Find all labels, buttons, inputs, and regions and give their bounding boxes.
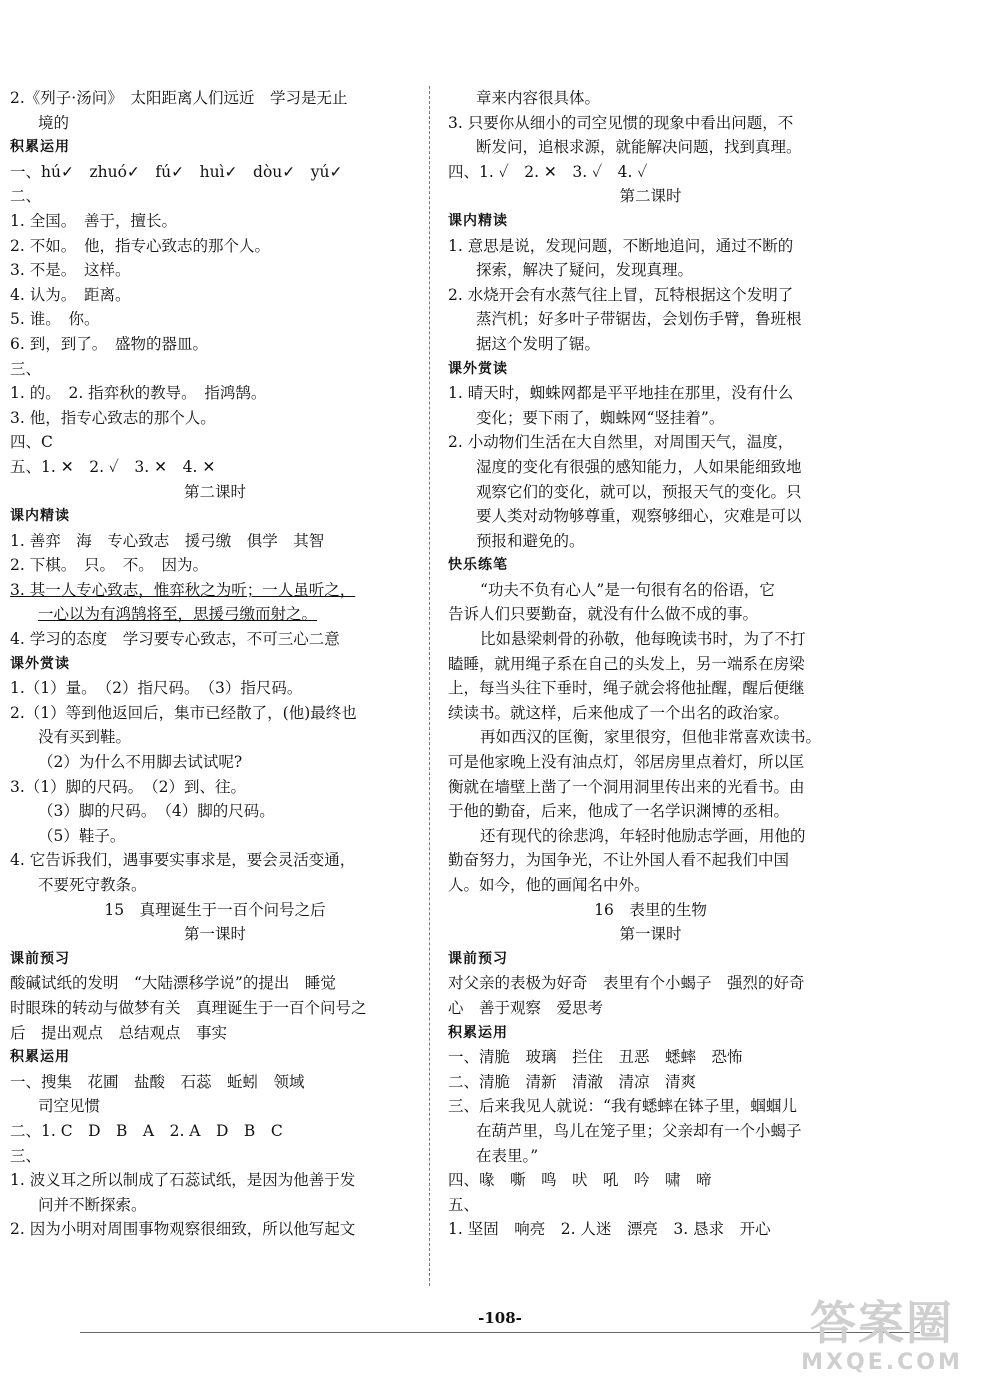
text-line: 观察它们的变化，就可以，预报天气的变化。只 — [476, 482, 802, 501]
text-line: 1. 意思是说，发现问题，不断地追问，通过不断的 — [448, 236, 794, 255]
text-line: 湿度的变化有很强的感知能力，人如果能细致地 — [476, 457, 802, 476]
text-line: 五、 — [448, 1195, 480, 1214]
text-line: 1. 坚固 响亮 2. 人迷 漂亮 3. 恳求 开心 — [448, 1220, 771, 1239]
text-line: 衡就在墙壁上凿了一个洞用洞里传出来的光看书。由 — [448, 777, 805, 796]
text-line: 5. 谁。 你。 — [10, 310, 100, 329]
text-line: （2）为什么不用脚去试试呢? — [38, 753, 243, 772]
text-line: 断发问，追根求源，就能解决问题，找到真理。 — [476, 138, 802, 157]
text-line: 积累运用 — [10, 139, 70, 156]
text-line: 后 提出观点 总结观点 事实 — [10, 1023, 228, 1042]
text-line: 于他的勤奋，后来，他成了一名学识渊博的丞相。 — [448, 802, 790, 821]
text-line: 没有买到鞋。 — [38, 728, 132, 747]
column-divider — [429, 86, 430, 1286]
text-line: 章来内容很具体。 — [476, 89, 601, 107]
text-line: 3. 他，指专心致志的那个人。 — [10, 408, 216, 427]
text-line: 一、清脆 玻璃 拦住 丑恶 蟋蟀 恐怖 — [448, 1048, 743, 1067]
text-line: 酸碱试纸的发明 “大陆漂移学说”的提出 睡觉 — [10, 974, 336, 993]
text-line: 2.《列子·汤问》 太阳距离人们远近 学习是无止 — [10, 89, 348, 107]
text-line: 课前预习 — [448, 950, 508, 967]
text-line: 对父亲的表极为好奇 表里有个小蝎子 强烈的好奇 — [448, 974, 805, 993]
text-line: 3.（1）脚的尺码。 （2）到、往。 — [10, 777, 247, 796]
text-line: 1. 善弈 海 专心致志 援弓缴 俱学 其智 — [10, 531, 325, 550]
text-line: 3. 不是。 这样。 — [10, 261, 131, 280]
text-line: 一、搜集 花圃 盐酸 石蕊 蚯蚓 领域 — [10, 1072, 305, 1091]
text-line: 2. 小动物们生活在大自然里，对周围天气，温度， — [448, 433, 794, 452]
text-line: 积累运用 — [10, 1049, 70, 1066]
text-line: 2. 下棋。 只。 不。 因为。 — [10, 556, 208, 575]
text-line: （3）脚的尺码。 （4）脚的尺码。 — [38, 802, 275, 821]
text-line: 二、 — [10, 187, 42, 206]
text-line: 在葫芦里，鸟儿在笼子里；父亲却有一个小蝎子 — [476, 1121, 802, 1140]
text-line: 1.（1）量。 （2）指尺码。 （3）指尺码。 — [10, 679, 303, 698]
text-line: 蒸汽机；好多叶子带锯齿，会划伤手臂，鲁班根 — [476, 310, 802, 329]
text-line: 二、清脆 清新 清澈 清凉 清爽 — [448, 1072, 697, 1091]
text-line: 探索，解决了疑问，发现真理。 — [476, 261, 694, 280]
text-line: 再如西汉的匡衡，家里很穷，但他非常喜欢读书。 — [480, 728, 822, 747]
text-line: 课前预习 — [10, 950, 70, 967]
text-line: 境的 — [38, 113, 70, 132]
text-line: 第一课时 — [183, 925, 246, 944]
text-line: 课内精读 — [10, 508, 70, 525]
text-line: 一、hú✓ zhuó✓ fú✓ huì✓ dòu✓ yú✓ — [10, 162, 343, 181]
text-line: 可是他家晚上没有油点灯，邻居房里点着灯，所以匡 — [448, 753, 805, 772]
text-line: 三、后来我见人就说：“我有蟋蟀在钵子里，蝈蝈儿 — [448, 1097, 797, 1116]
page-number: -108- — [478, 1309, 522, 1327]
text-line: 三、 — [10, 1146, 42, 1165]
text-line: 瞌睡，就用绳子系在自己的头发上，另一端系在房梁 — [448, 654, 805, 673]
text-line: 四、1. ✓ 2. ✕ 3. ✓ 4. ✓ — [448, 162, 648, 181]
watermark-domain: MXQE.COM — [801, 1350, 963, 1375]
text-line: 人。如今，他的画闻名中外。 — [448, 876, 650, 894]
text-line: 还有现代的徐悲鸿，年轻时他励志学画，用他的 — [480, 826, 806, 845]
text-line: 3. 其一人专心致志，惟弈秋之为听；一人虽听之， — [10, 580, 356, 599]
text-line: 1. 波义耳之所以制成了石蕊试纸，是因为他善于发 — [10, 1171, 356, 1190]
text-line: 五、1. ✕ 2. ✓ 3. ✕ 4. ✕ — [10, 457, 216, 476]
text-line: 2. 不如。 他，指专心致志的那个人。 — [10, 236, 270, 255]
text-line: 比如悬梁刺骨的孙敬，他每晚读书时，为了不打 — [480, 630, 806, 649]
text-line: 课外赏读 — [448, 360, 508, 377]
text-line: 1. 晴天时，蜘蛛网都是平平地挂在那里，没有什么 — [448, 384, 794, 403]
right-column — [448, 86, 853, 1242]
text-line: 要人类对动物够尊重，观察够细心，灾难是可以 — [476, 507, 802, 526]
text-line: 2. 水烧开会有水蒸气往上冒，瓦特根据这个发明了 — [448, 285, 794, 304]
text-line: 2. 因为小明对周围事物观察很细致，所以他写起文 — [10, 1220, 356, 1239]
left-column — [10, 86, 420, 1242]
text-line: 三、 — [10, 359, 42, 378]
text-line: 二、1. C D B A 2. A D B C — [10, 1121, 283, 1140]
text-line: 心 善于观察 爱思考 — [448, 998, 604, 1017]
text-line: “功夫不负有心人”是一句很有名的俗语，它 — [480, 580, 775, 599]
text-line: 续读书。就这样，后来他成了一个出名的政治家。 — [448, 703, 790, 722]
text-line: 6. 到，到了。 盛物的器皿。 — [10, 334, 208, 353]
text-line: 四、喙 嘶 鸣 吠 吼 吟 啸 啼 — [448, 1171, 712, 1190]
text-line: 时眼珠的转动与做梦有关 真理诞生于一百个问号之 — [10, 998, 367, 1017]
text-line: 16 表里的生物 — [594, 900, 707, 919]
text-line: 据这个发明了锯。 — [476, 334, 601, 353]
text-line: 课内精读 — [448, 212, 508, 229]
text-line: 变化；要下雨了，蜘蛛网“竖挂着”。 — [476, 408, 725, 427]
text-line: 第一课时 — [619, 925, 682, 944]
text-line: 第二课时 — [183, 482, 246, 501]
text-line: 告诉人们只要勤奋，就没有什么做不成的事。 — [448, 605, 759, 624]
text-line: 15 真理诞生于一百个问号之后 — [104, 900, 326, 919]
text-line: 4. 它告诉我们，遇事要实事求是，要会灵活变通， — [10, 851, 356, 870]
text-line: 不要死守教条。 — [38, 876, 147, 894]
text-line: 第二课时 — [619, 187, 682, 206]
text-line: 勤奋努力，为国争光，不让外国人看不起我们中国 — [448, 851, 790, 870]
text-line: 上，每当头往下垂时，绳子就会将他扯醒，醒后便继 — [448, 679, 805, 698]
text-line: 司空见惯 — [38, 1097, 101, 1116]
watermark-logo — [782, 1296, 982, 1386]
text-line: 2.（1）等到他返回后，集市已经散了，(他)最终也 — [10, 703, 357, 722]
text-line: 课外赏读 — [10, 655, 70, 672]
text-line: 3. 只要你从细小的司空见惯的现象中看出问题，不 — [448, 113, 794, 132]
watermark-text: 答案圈 — [810, 1296, 954, 1350]
text-line: （5）鞋子。 — [38, 826, 126, 845]
text-line: 预报和避免的。 — [476, 531, 585, 550]
text-line: 问并不断探索。 — [38, 1195, 147, 1214]
text-line: 4. 学习的态度 学习要专心致志，不可三心二意 — [10, 630, 340, 649]
text-line: 积累运用 — [448, 1024, 508, 1041]
text-line: 1. 全国。 善于，擅长。 — [10, 211, 177, 230]
text-line: 在表里。” — [476, 1146, 539, 1165]
text-line: 一心以为有鸿鹄将至，思援弓缴而射之。 — [38, 605, 318, 624]
text-line: 四、C — [10, 433, 53, 452]
text-line: 1. 的。 2. 指弈秋的教导。 指鸿鹄。 — [10, 384, 267, 403]
text-line: 快乐练笔 — [448, 557, 508, 574]
text-line: 4. 认为。 距离。 — [10, 285, 131, 304]
